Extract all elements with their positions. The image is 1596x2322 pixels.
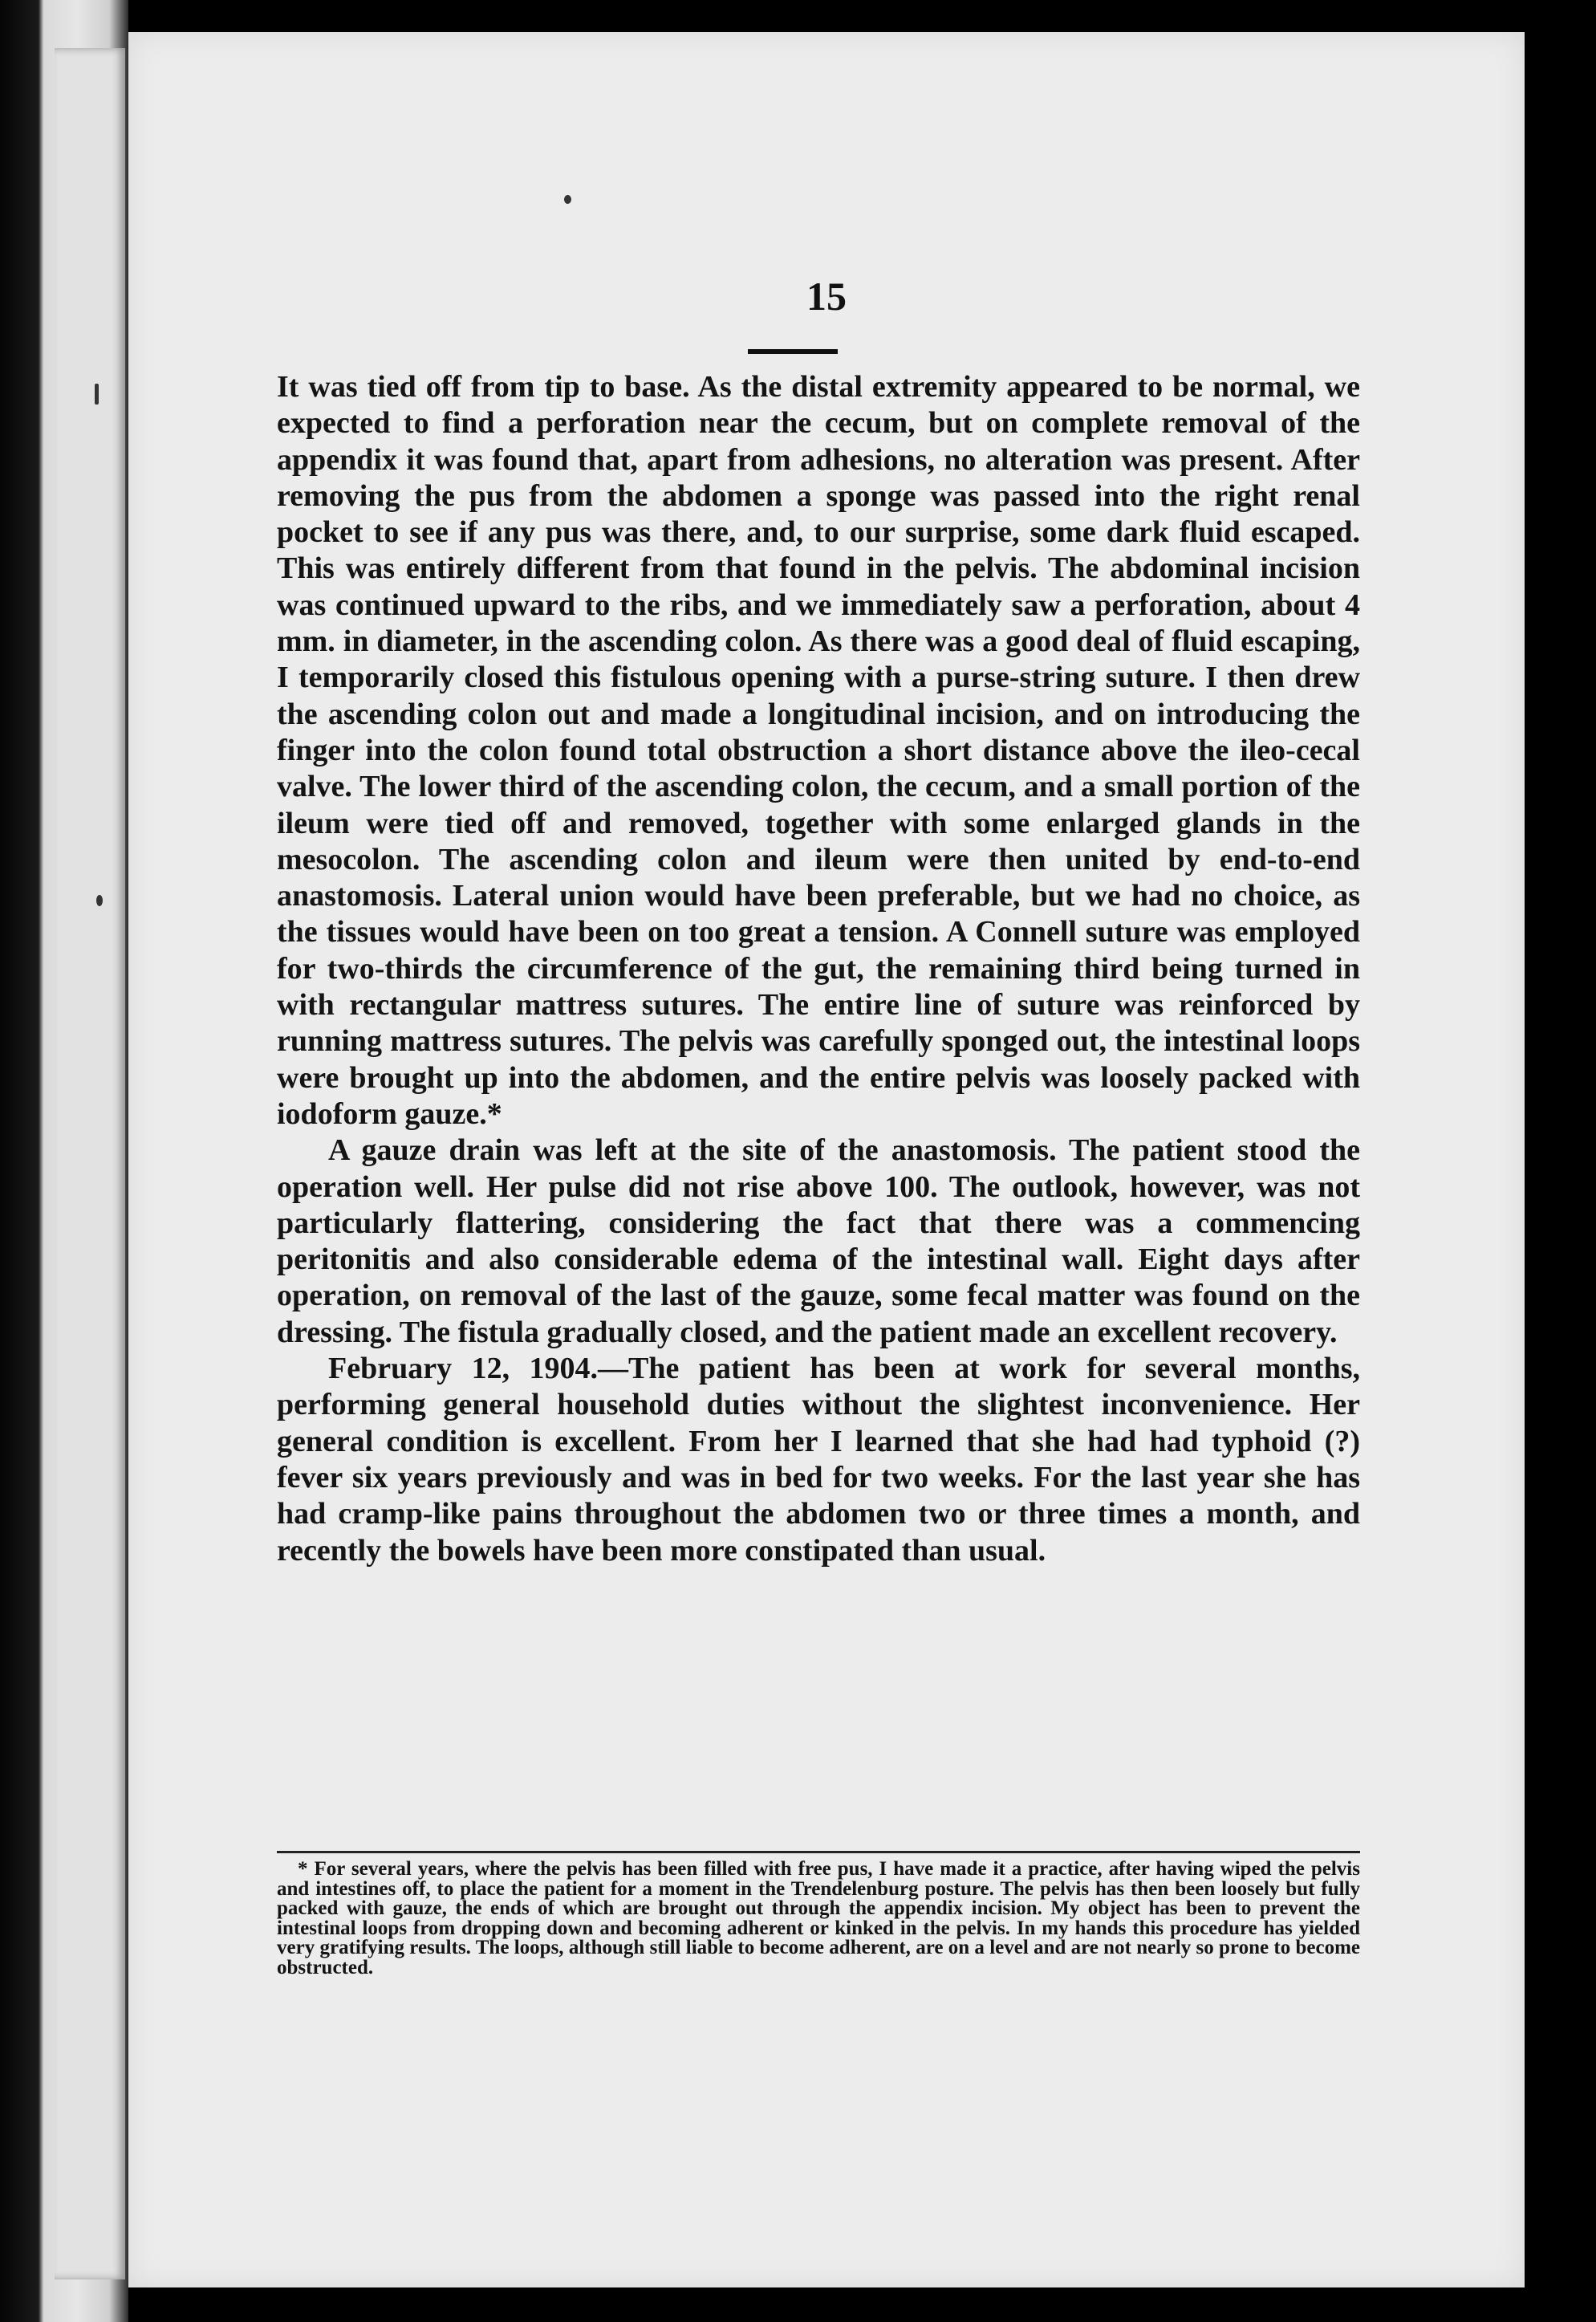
ink-speck: [95, 384, 99, 405]
footnote-divider: [277, 1851, 1360, 1853]
facing-page-edge: [55, 48, 125, 2279]
paragraph: February 12, 1904.—The patient has been at work for several months, performing general household duties without the slightest inconvenience. Her general condition is excellent. From her I learned that she had had typhoid (?) fever six years previously and was in bed for two weeks. For the last year she has had cramp-like pains throughout the abdomen two or three times a month, and recently the bowels have been more constipated than usual.: [277, 1352, 1360, 1568]
ink-speck: [564, 195, 571, 204]
page-number-rule: [748, 349, 838, 354]
book-page: [128, 32, 1525, 2287]
footnote: * For several years, where the pelvis has been filled with free pus, I have made it a practice, after having wiped the pelvis and intestines off, to place the patient for a moment in the Trendelenburg posture. The pelvis has then been loosely but fully packed with gauze, the ends of which are brought out through the appendix incision. My object has been to prevent the intestinal loops from dropping down and becoming adherent or kinked in the pelvis. In my hands this procedure has yielded very gratifying results. The loops, although still liable to become adherent, are on a level and are not nearly so prone to become obstructed.: [277, 1858, 1360, 1978]
paragraph: It was tied off from tip to base. As the distal extremity appeared to be normal, we expected to find a perforation near the cecum, but on complete removal of the appendix it was found that, apart from adhesions, no alteration was present. After removing the pus from the abdomen a sponge was passed into the right renal pocket to see if any pus was there, and, to our surprise, some dark fluid escaped. This was entirely different from that found in the pelvis. The abdominal incision was continued upward to the ribs, and we immediately saw a perforation, about 4 mm. in diameter, in the ascending colon. As there was a good deal of fluid escaping, I temporarily closed this fistulous opening with a purse-string suture. I then drew the ascending colon out and made a longitudinal incision, and on introducing the finger into the colon found total obstruction a short distance above the ileo-cecal valve. The lower third of the ascending colon, the cecum, and a small portion of the ileum were tied off and removed, together with some enlarged glands in the mesocolon. The ascending colon and ileum were then united by end-to-end anastomosis. Lateral union would have been preferable, but we had no choice, as the tissues would have been on too great a tension. A Connell suture was employed for two-thirds the circumference of the gut, the remaining third being turned in with rectangular mattress sutures. The entire line of suture was reinforced by running mattress sutures. The pelvis was carefully sponged out, the intestinal loops were brought up into the abdomen, and the entire pelvis was loosely packed with iodoform gauze.*: [277, 370, 1360, 1131]
page-number: 15: [806, 274, 847, 319]
ink-speck: [96, 895, 103, 906]
scanner-right-edge: [1525, 0, 1596, 2322]
paragraph: A gauze drain was left at the site of the anastomosis. The patient stood the operation well. Her pulse did not rise above 100. The outlook, however, was not particularly flattering, considering the fact that there was a commencing peritonitis and also considerable edema of the intestinal wall. Eight days after operation, on removal of the last of the gauze, some fecal matter was found on the dressing. The fistula gradually closed, and the patient made an excellent recovery.: [277, 1133, 1360, 1349]
body-text: [277, 369, 1360, 1569]
